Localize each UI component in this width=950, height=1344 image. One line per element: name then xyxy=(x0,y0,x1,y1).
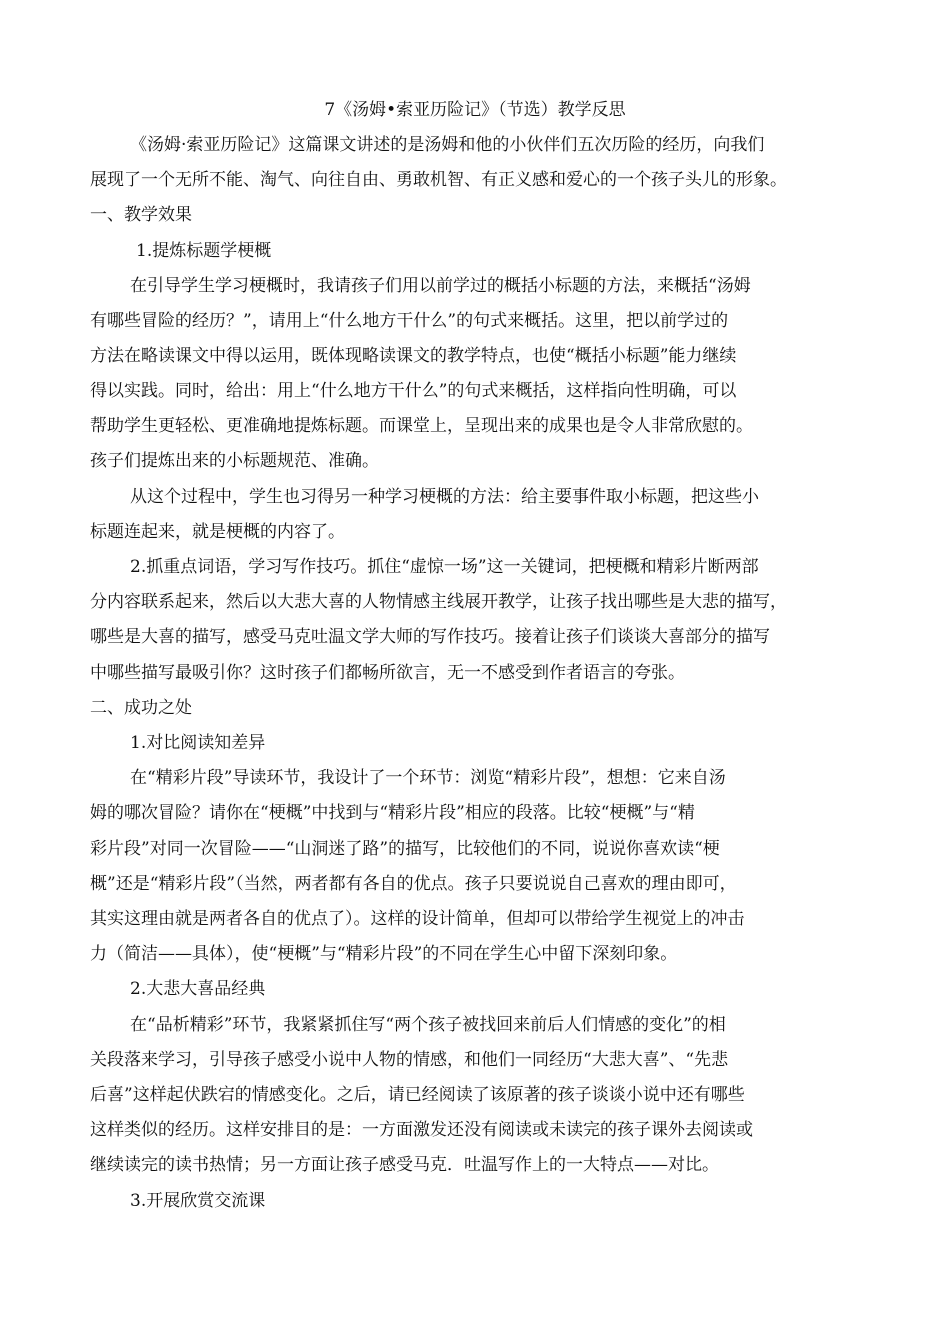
section-heading: 一、教学效果 xyxy=(90,205,192,225)
text-line: 在“品析精彩”环节，我紧紧抓住写“两个孩子被找回来前后人们情感的变化”的相 xyxy=(130,1015,726,1035)
text-line: 力（简洁——具体），使“梗概”与“精彩片段”的不同在学生心中留下深刻印象。 xyxy=(90,944,678,964)
text-line: 标题连起来，就是梗概的内容了。 xyxy=(90,522,345,542)
text-line: 《汤姆·索亚历险记》这篇课文讲述的是汤姆和他的小伙伴们五次历险的经历，向我们 xyxy=(130,135,765,155)
text-line: 分内容联系起来，然后以大悲大喜的人物情感主线展开教学，让孩子找出哪些是大悲的描写， xyxy=(90,592,787,612)
text-line: 展现了一个无所不能、淘气、向往自由、勇敢机智、有正义感和爱心的一个孩子头儿的形象。 xyxy=(90,170,787,190)
text-line: 关段落来学习，引导孩子感受小说中人物的情感，和他们一同经历“大悲大喜”、“先悲 xyxy=(90,1050,729,1070)
text-line: 后喜”这样起伏跌宕的情感变化。之后，请已经阅读了该原著的孩子谈谈小说中还有哪些 xyxy=(90,1085,745,1105)
text-line: 方法在略读课文中得以运用，既体现略读课文的教学特点，也使“概括小标题”能力继续 xyxy=(90,346,737,366)
document-title: 7《汤姆•索亚历险记》（节选）教学反思 xyxy=(324,100,626,120)
text-line: 得以实践。同时，给出：用上“什么地方干什么”的句式来概括，这样指向性明确，可以 xyxy=(90,381,737,401)
text-line: 这样类似的经历。这样安排目的是：一方面激发还没有阅读或未读完的孩子课外去阅读或 xyxy=(90,1120,753,1140)
text-line: 彩片段”对同一次冒险——“山洞迷了路”的描写，比较他们的不同，说说你喜欢读“梗 xyxy=(90,839,720,859)
subsection-heading: 1.对比阅读知差异 xyxy=(130,733,266,753)
text-line: 有哪些冒险的经历？”，请用上“什么地方干什么”的句式来概括。这里，把以前学过的 xyxy=(90,311,729,331)
text-line: 从这个过程中，学生也习得另一种学习梗概的方法：给主要事件取小标题，把这些小 xyxy=(130,487,759,507)
section-heading: 二、成功之处 xyxy=(90,698,192,718)
text-line: 2.抓重点词语，学习写作技巧。抓住“虚惊一场”这一关键词，把梗概和精彩片断两部 xyxy=(130,557,759,577)
text-line: 姆的哪次冒险？请你在“梗概”中找到与“精彩片段”相应的段落。比较“梗概”与“精 xyxy=(90,803,695,823)
text-line: 中哪些描写最吸引你？这时孩子们都畅所欲言，无一不感受到作者语言的夸张。 xyxy=(90,663,685,683)
text-line: 概”还是“精彩片段”（当然，两者都有各自的优点。孩子只要说说自己喜欢的理由即可， xyxy=(90,874,737,894)
text-line: 继续读完的读书热情；另一方面让孩子感受马克．吐温写作上的一大特点——对比。 xyxy=(90,1155,719,1175)
text-line: 哪些是大喜的描写，感受马克吐温文学大师的写作技巧。接着让孩子们谈谈大喜部分的描写 xyxy=(90,627,770,647)
text-line: 其实这理由就是两者各自的优点了）。这样的设计简单，但却可以带给学生视觉上的冲击 xyxy=(90,909,745,929)
text-line: 孩子们提炼出来的小标题规范、准确。 xyxy=(90,451,379,471)
subsection-heading: 1.提炼标题学梗概 xyxy=(136,241,272,261)
text-line: 在引导学生学习梗概时，我请孩子们用以前学过的概括小标题的方法，来概括“汤姆 xyxy=(130,276,751,296)
subsection-heading: 3.开展欣赏交流课 xyxy=(130,1191,266,1211)
text-line: 在“精彩片段”导读环节，我设计了一个环节：浏览“精彩片段”，想想：它来自汤 xyxy=(130,768,726,788)
text-line: 帮助学生更轻松、更准确地提炼标题。而课堂上，呈现出来的成果也是令人非常欣慰的。 xyxy=(90,416,753,436)
subsection-heading: 2.大悲大喜品经典 xyxy=(130,979,266,999)
